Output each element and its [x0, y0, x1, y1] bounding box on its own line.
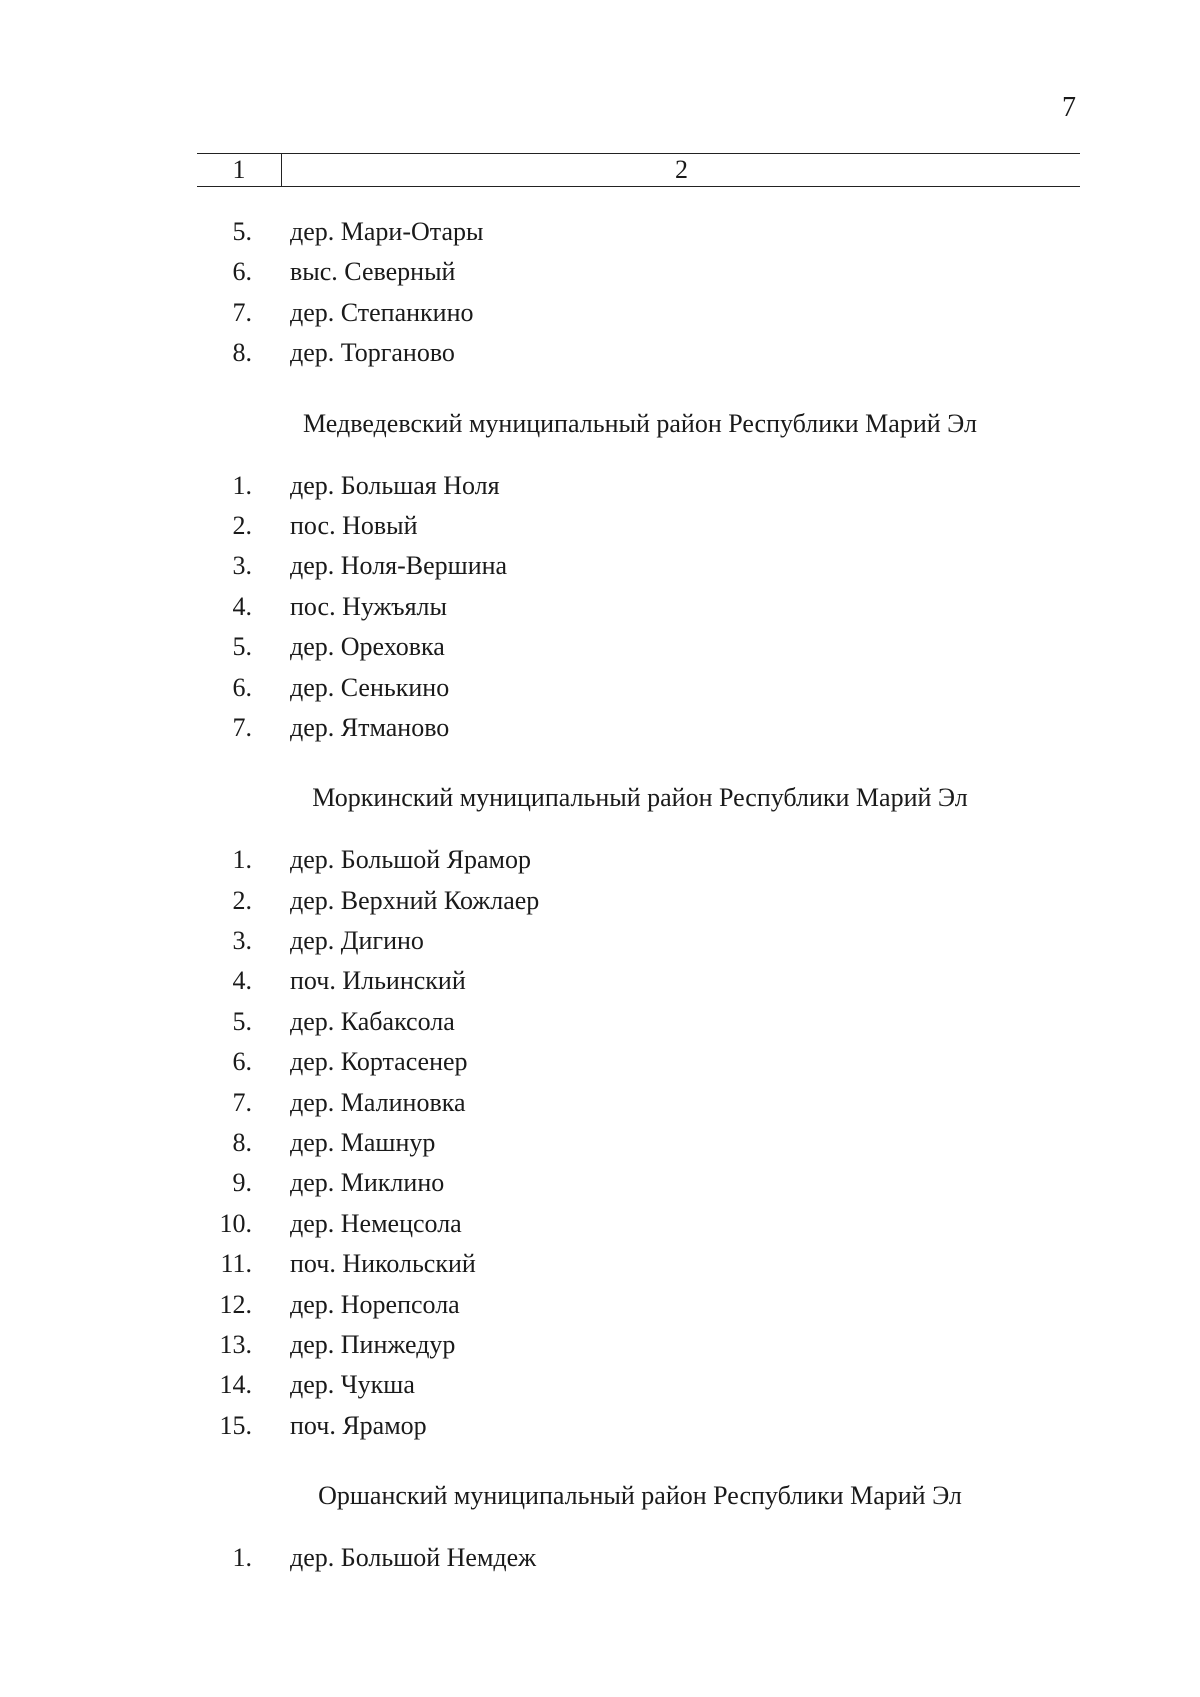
list-item	[0, 1365, 1200, 1405]
item-name: дер. Верхний Кожлаер	[290, 885, 540, 915]
table-header-col-2: 2	[675, 155, 688, 184]
item-number: 4.	[232, 966, 252, 996]
list-item	[0, 1406, 1200, 1446]
item-name: дер. Чукша	[290, 1370, 415, 1400]
list-item	[0, 668, 1200, 708]
item-name: дер. Большой Немдеж	[290, 1543, 537, 1573]
item-number: 2.	[232, 885, 252, 915]
item-name: дер. Норепсола	[290, 1289, 460, 1319]
list-item	[0, 708, 1200, 748]
list-item	[0, 1204, 1200, 1244]
settlement-list	[0, 1538, 1200, 1578]
item-number: 1.	[232, 845, 252, 875]
table-header-col-1: 1	[197, 154, 282, 186]
item-name: дер. Степанкино	[290, 297, 474, 327]
list-item	[0, 466, 1200, 506]
item-name: дер. Миклино	[290, 1168, 445, 1198]
item-name: пос. Нужъялы	[290, 591, 448, 621]
item-name: поч. Ильинский	[290, 966, 466, 996]
section-heading: Медведевский муниципальный район Республики Марий Эл	[303, 408, 977, 438]
item-number: 4.	[232, 591, 252, 621]
list-item	[0, 212, 1200, 252]
item-name: дер. Машнур	[290, 1128, 436, 1158]
item-name: дер. Ореховка	[290, 632, 445, 662]
item-name: дер. Кортасенер	[290, 1047, 468, 1077]
item-number: 2.	[232, 510, 252, 540]
item-number: 5.	[232, 632, 252, 662]
table-header	[197, 153, 1080, 187]
list-item	[0, 252, 1200, 292]
item-number: 3.	[232, 551, 252, 581]
item-number: 15.	[219, 1410, 252, 1440]
item-number: 10.	[219, 1208, 252, 1238]
item-number: 7.	[232, 712, 252, 742]
item-name: дер. Малиновка	[290, 1087, 466, 1117]
item-number: 6.	[232, 1047, 252, 1077]
item-number: 6.	[232, 672, 252, 702]
list-item	[0, 1538, 1200, 1578]
list-item	[0, 587, 1200, 627]
item-name: дер. Ятманово	[290, 712, 450, 742]
settlement-list	[0, 466, 1200, 749]
list-item	[0, 1042, 1200, 1082]
item-number: 8.	[232, 1128, 252, 1158]
document-body	[0, 212, 1200, 1579]
item-name: дер. Торганово	[290, 338, 455, 368]
list-item	[0, 1285, 1200, 1325]
item-number: 6.	[232, 257, 252, 287]
item-number: 3.	[232, 926, 252, 956]
list-item	[0, 1244, 1200, 1284]
section-heading: Моркинский муниципальный район Республики Марий Эл	[312, 783, 968, 813]
list-item	[0, 1002, 1200, 1042]
item-number: 7.	[232, 1087, 252, 1117]
list-item	[0, 1083, 1200, 1123]
item-number: 1.	[232, 1543, 252, 1573]
item-number: 9.	[232, 1168, 252, 1198]
item-number: 1.	[232, 470, 252, 500]
item-name: дер. Дигино	[290, 926, 424, 956]
item-number: 13.	[219, 1329, 252, 1359]
item-number: 7.	[232, 297, 252, 327]
page-number: 7	[1062, 92, 1076, 123]
item-name: дер. Мари-Отары	[290, 217, 484, 246]
list-item	[0, 627, 1200, 667]
item-number: 5.	[232, 217, 252, 246]
list-item	[0, 1325, 1200, 1365]
item-name: дер. Кабаксола	[290, 1006, 455, 1036]
item-name: пос. Новый	[290, 510, 418, 540]
list-item	[0, 546, 1200, 586]
settlement-list	[0, 840, 1200, 1446]
section-heading: Оршанский муниципальный район Республики Марий Эл	[318, 1481, 962, 1511]
list-item	[0, 293, 1200, 333]
list-item	[0, 333, 1200, 373]
item-name: дер. Большая Ноля	[290, 470, 500, 500]
item-name: дер. Ноля-Вершина	[290, 551, 508, 581]
item-number: 8.	[232, 338, 252, 368]
item-name: дер. Большой Ярамор	[290, 845, 531, 875]
list-item	[0, 840, 1200, 880]
item-name: дер. Пинжедур	[290, 1329, 456, 1359]
list-item	[0, 961, 1200, 1001]
item-name: поч. Ярамор	[290, 1410, 427, 1440]
item-name: поч. Никольский	[290, 1249, 476, 1279]
item-name: дер. Сенькино	[290, 672, 450, 702]
list-item	[0, 881, 1200, 921]
item-number: 12.	[219, 1289, 252, 1319]
item-name: дер. Немецсола	[290, 1208, 462, 1238]
item-number: 14.	[219, 1370, 252, 1400]
settlement-list	[0, 212, 1200, 374]
list-item	[0, 1163, 1200, 1203]
list-item	[0, 921, 1200, 961]
list-item	[0, 1123, 1200, 1163]
item-number: 11.	[220, 1249, 252, 1279]
list-item	[0, 506, 1200, 546]
item-name: выс. Северный	[290, 257, 456, 287]
item-number: 5.	[232, 1006, 252, 1036]
